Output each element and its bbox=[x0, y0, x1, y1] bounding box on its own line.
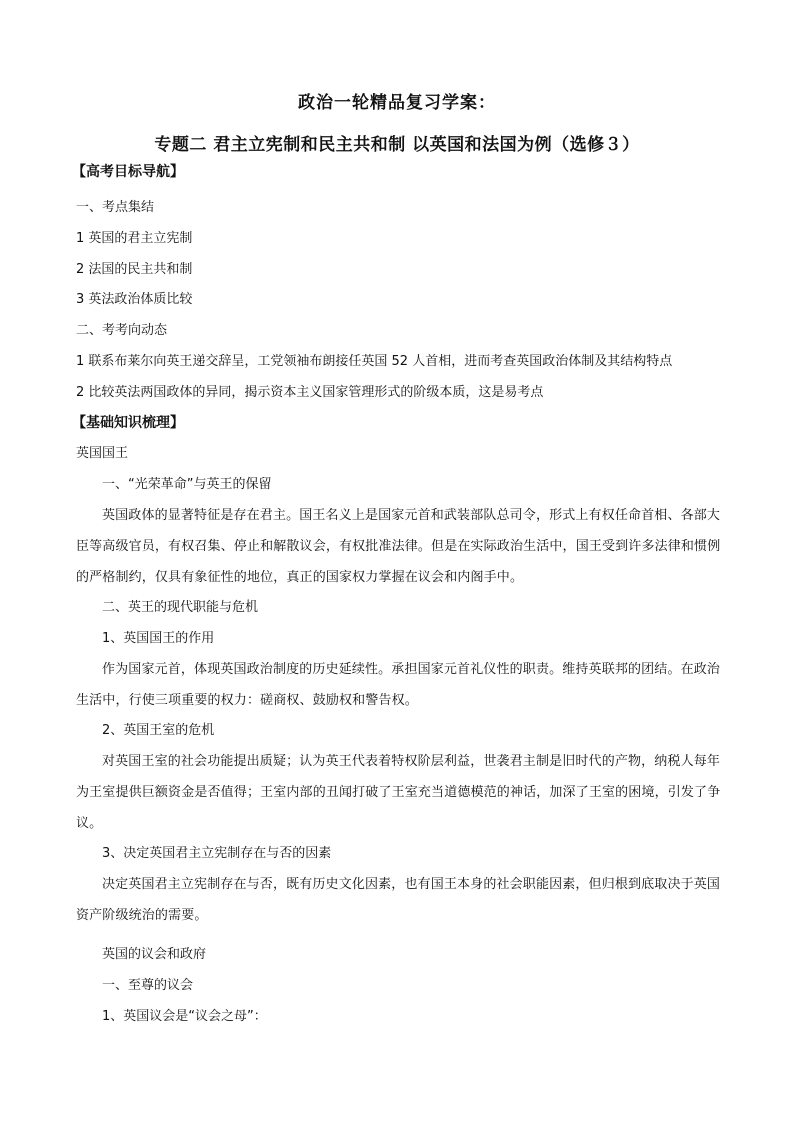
subheading: 一、至尊的议会 bbox=[102, 978, 194, 993]
list-item: 2 法国的民主共和制 bbox=[76, 262, 193, 277]
subheading: 二、英王的现代职能与危机 bbox=[102, 600, 259, 615]
list-item: 3 英法政治体质比较 bbox=[76, 292, 193, 307]
paragraph: 英国政体的显著特征是存在君主。国王名义上是国家元首和武装部队总司令，形式上有权任命首相、各部大臣等高级官员，有权召集、停止和解散议会，有权批准法律。但是在实际政治生活中，国王受到许多法律和惯例的严格制约，仅具有象征性的地位，真正的国家权力掌握在议会和内阁手中。 bbox=[76, 508, 721, 585]
section-heading-exam-goals: 【高考目标导航】 bbox=[72, 164, 184, 180]
paragraph: 作为国家元首，体现英国政治制度的历史延续性。承担国家元首礼仪性的职责。维持英联邦的团结。在政治生活中，行使三项重要的权力：磋商权、鼓励权和警告权。 bbox=[76, 662, 721, 708]
paragraph: 决定英国君主立宪制存在与否，既有历史文化因素，也有国王本身的社会职能因素，但归根到底取决于英国资产阶级统治的需要。 bbox=[76, 877, 721, 923]
list-item: 1 英国的君主立宪制 bbox=[76, 231, 193, 246]
paragraph: 对英国王室的社会功能提出质疑；认为英王代表着特权阶层利益，世袭君主制是旧时代的产物，纳税人每年为王室提供巨额资金是否值得；王室内部的丑闻打破了王室充当道德模范的神话，加深了王室的困境，引发了争议。 bbox=[76, 754, 721, 831]
subheading: 3、决定英国君主立宪制存在与否的因素 bbox=[102, 846, 332, 861]
subsection-exam-trends: 二、考考向动态 bbox=[76, 323, 168, 338]
subheading: 1、英国国王的作用 bbox=[102, 631, 215, 646]
list-item: 1 联系布莱尔向英王递交辞呈，工党领袖布朗接任英国 52 人首相，进而考查英国政治体制及其结构特点 bbox=[76, 354, 673, 369]
topic-heading: 英国的议会和政府 bbox=[102, 947, 207, 962]
topic-heading: 英国国王 bbox=[76, 446, 129, 461]
subheading: 一、“光荣革命”与英王的保留 bbox=[102, 477, 272, 492]
section-heading-basics: 【基础知识梳理】 bbox=[72, 415, 184, 431]
subheading: 2、英国王室的危机 bbox=[102, 723, 215, 738]
page-title: 政治一轮精品复习学案： bbox=[298, 93, 496, 113]
page-subtitle: 专题二 君主立宪制和民主共和制 以英国和法国为例（选修３） bbox=[154, 135, 640, 155]
list-item: 2 比较英法两国政体的异同，揭示资本主义国家管理形式的阶级本质，这是易考点 bbox=[76, 385, 544, 400]
subsection-key-points: 一、考点集结 bbox=[76, 200, 155, 215]
subheading: 1、英国议会是“议会之母”： bbox=[102, 1009, 267, 1024]
